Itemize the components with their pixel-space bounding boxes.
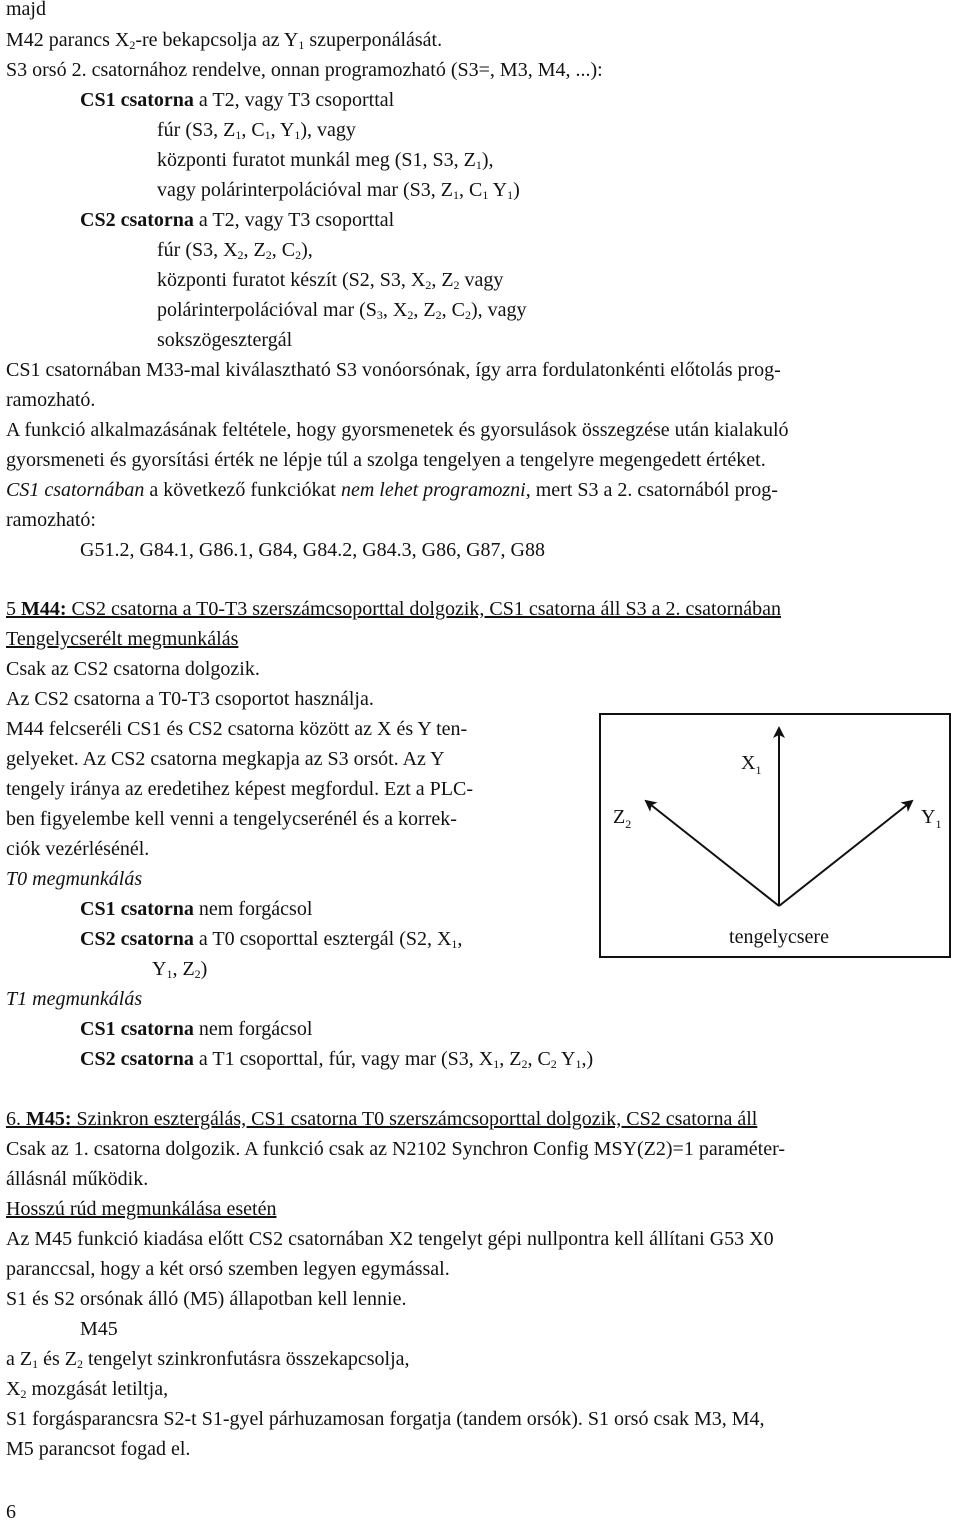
line-t1-megmunkalas: T1 megmunkálás <box>6 988 143 1010</box>
line-cs2-csatorna: CS2 csatorna a T2, vagy T3 csoporttal <box>80 209 395 231</box>
z2-axis-arrow <box>646 801 779 906</box>
line-ramozhato-2: ramozható: <box>6 509 96 531</box>
line-m45-kiadasa: Az M45 funkció kiadása előtt CS2 csatornában X2 tengelyt gépi nullpontra kell állítani G53 X0 <box>6 1228 774 1250</box>
line-ramozhato-1: ramozható. <box>6 389 96 411</box>
line-m44-1: M44 felcseréli CS1 és CS2 csatorna között az X és Y ten- <box>6 718 468 740</box>
line-paranccsal: paranccsal, hogy a két orsó szemben legyen egymással. <box>6 1258 450 1280</box>
line-allasnal: állásnál működik. <box>6 1168 149 1190</box>
diagram-caption: tengelycsere <box>729 926 829 948</box>
section-5-heading: 5 M44: CS2 csatorna a T0-T3 szerszámcsoporttal dolgozik, CS1 csatorna áll S3 a 2. csatornában <box>6 598 781 620</box>
line-majd: majd <box>6 0 46 20</box>
line-t0-cs1: CS1 csatorna nem forgácsol <box>80 898 313 920</box>
line-m44-4: ben figyelembe kell venni a tengelycserénél és a korrek- <box>6 808 457 830</box>
line-cs2-polar: polárinterpolációval mar ($S_3$, $X_2$, $Z_2$, $C_2$), vagy <box>157 299 527 322</box>
line-m44-5: ciók vezérlésénél. <box>6 838 150 860</box>
page-number: 6 <box>6 1501 16 1523</box>
tengelycsere-diagram <box>599 713 951 958</box>
line-cs1-csatorna: CS1 csatorna a T2, vagy T3 csoporttal <box>80 89 395 111</box>
line-tandem: S1 forgásparancsra S2-t S1-gyel párhuzamosan forgatja (tandem orsók). S1 orsó csak M3, M4, <box>6 1408 765 1430</box>
line-t0-megmunkalas: T0 megmunkálás <box>6 868 143 890</box>
section-6-heading: 6. M45: Szinkron esztergálás, CS1 csatorna T0 szerszámcsoporttal dolgozik, CS2 csatorna áll <box>6 1108 758 1130</box>
line-t1-cs2: CS2 csatorna a T1 csoporttal, fúr, vagy mar (S3, $X_1$, $Z_2$, $C_2$ $Y_1$,) <box>80 1048 594 1071</box>
line-cs2-kozponti: központi furatot készít (S2, S3, $X_2$, $Z_2$ vagy <box>157 269 504 292</box>
line-m44-2: gelyeket. Az CS2 csatorna megkapja az S3 orsót. Az Y <box>6 748 445 770</box>
line-m33: CS1 csatornában M33-mal kiválasztható S3 vonóorsónak, így arra fordulatonkénti előtolás prog- <box>6 359 781 381</box>
line-t1-cs1: CS1 csatorna nem forgácsol <box>80 1018 313 1040</box>
line-nem-lehet: CS1 csatornában a következő funkciókat nem lehet programozni, mert S3 a 2. csatornából prog- <box>6 479 778 501</box>
line-cs1-polar: vagy polárinterpolációval mar (S3, $Z_1$, $C_1$ $Y_1$) <box>157 179 520 202</box>
line-m44-3: tengely iránya az eredetihez képest megfordul. Ezt a PLC- <box>6 778 474 800</box>
line-t0-cs2-cont: $Y_1$, $Z_2$) <box>152 958 208 981</box>
line-cs2-fur: fúr (S3, $X_2$, $Z_2$, $C_2$), <box>157 239 313 262</box>
line-csak-cs2: Csak az CS2 csatorna dolgozik. <box>6 658 260 680</box>
line-m42: M42 parancs $X_2-re$ bekapcsolja az $Y_1$ szuperponálását. <box>6 29 443 52</box>
line-g-codes: G51.2, G84.1, G86.1, G84, G84.2, G84.3, G86, G87, G88 <box>80 539 545 561</box>
line-feltetel: A funkció alkalmazásának feltétele, hogy gyorsmenetek és gyorsulások összegzése után kialakuló <box>6 419 789 441</box>
line-cs1-kozponti: központi furatot munkál meg (S1, S3, $Z_1$), <box>157 149 494 172</box>
y1-label: $Y_1$ <box>921 806 942 831</box>
x1-label: $X_1$ <box>741 752 762 777</box>
line-hosszu-rud: Hosszú rúd megmunkálása esetén <box>6 1198 277 1220</box>
line-m5-parancs: M5 parancsot fogad el. <box>6 1438 191 1460</box>
line-m45: M45 <box>80 1318 118 1340</box>
line-tengelycserelt: Tengelycserélt megmunkálás <box>6 628 239 650</box>
line-s1-s2-allo: S1 és S2 orsónak álló (M5) állapotban kell lennie. <box>6 1288 407 1310</box>
line-s3-orso: S3 orsó 2. csatornához rendelve, onnan programozható (S3=, M3, M4, ...): <box>6 59 603 81</box>
line-cs1-fur: fúr (S3, $Z_1$, $C_1$, $Y_1$), vagy <box>157 119 356 142</box>
y1-axis-arrow <box>779 801 912 906</box>
line-gyorsmeneti: gyorsmeneti és gyorsítási érték ne lépje túl a szolga tengelyen a tengelyre megengedett értéket. <box>6 449 766 471</box>
line-szinkronfutas: a $Z_1$ és $Z_2$ tengelyt szinkronfutásra összekapcsolja, <box>6 1348 410 1371</box>
line-t0-t3: Az CS2 csatorna a T0-T3 csoportot használja. <box>6 688 374 710</box>
z2-label: $Z_2$ <box>613 806 632 831</box>
line-csak-1-csatorna: Csak az 1. csatorna dolgozik. A funkció csak az N2102 Synchron Config MSY(Z2)=1 paraméter- <box>6 1138 786 1160</box>
diagram-frame <box>600 714 950 957</box>
line-sokszog: sokszögesztergál <box>157 329 293 351</box>
line-t0-cs2: CS2 csatorna a T0 csoporttal esztergál (S2, $X_1$, <box>80 928 463 951</box>
line-x2-letiltja: $X_2$ mozgását letiltja, <box>6 1378 169 1401</box>
